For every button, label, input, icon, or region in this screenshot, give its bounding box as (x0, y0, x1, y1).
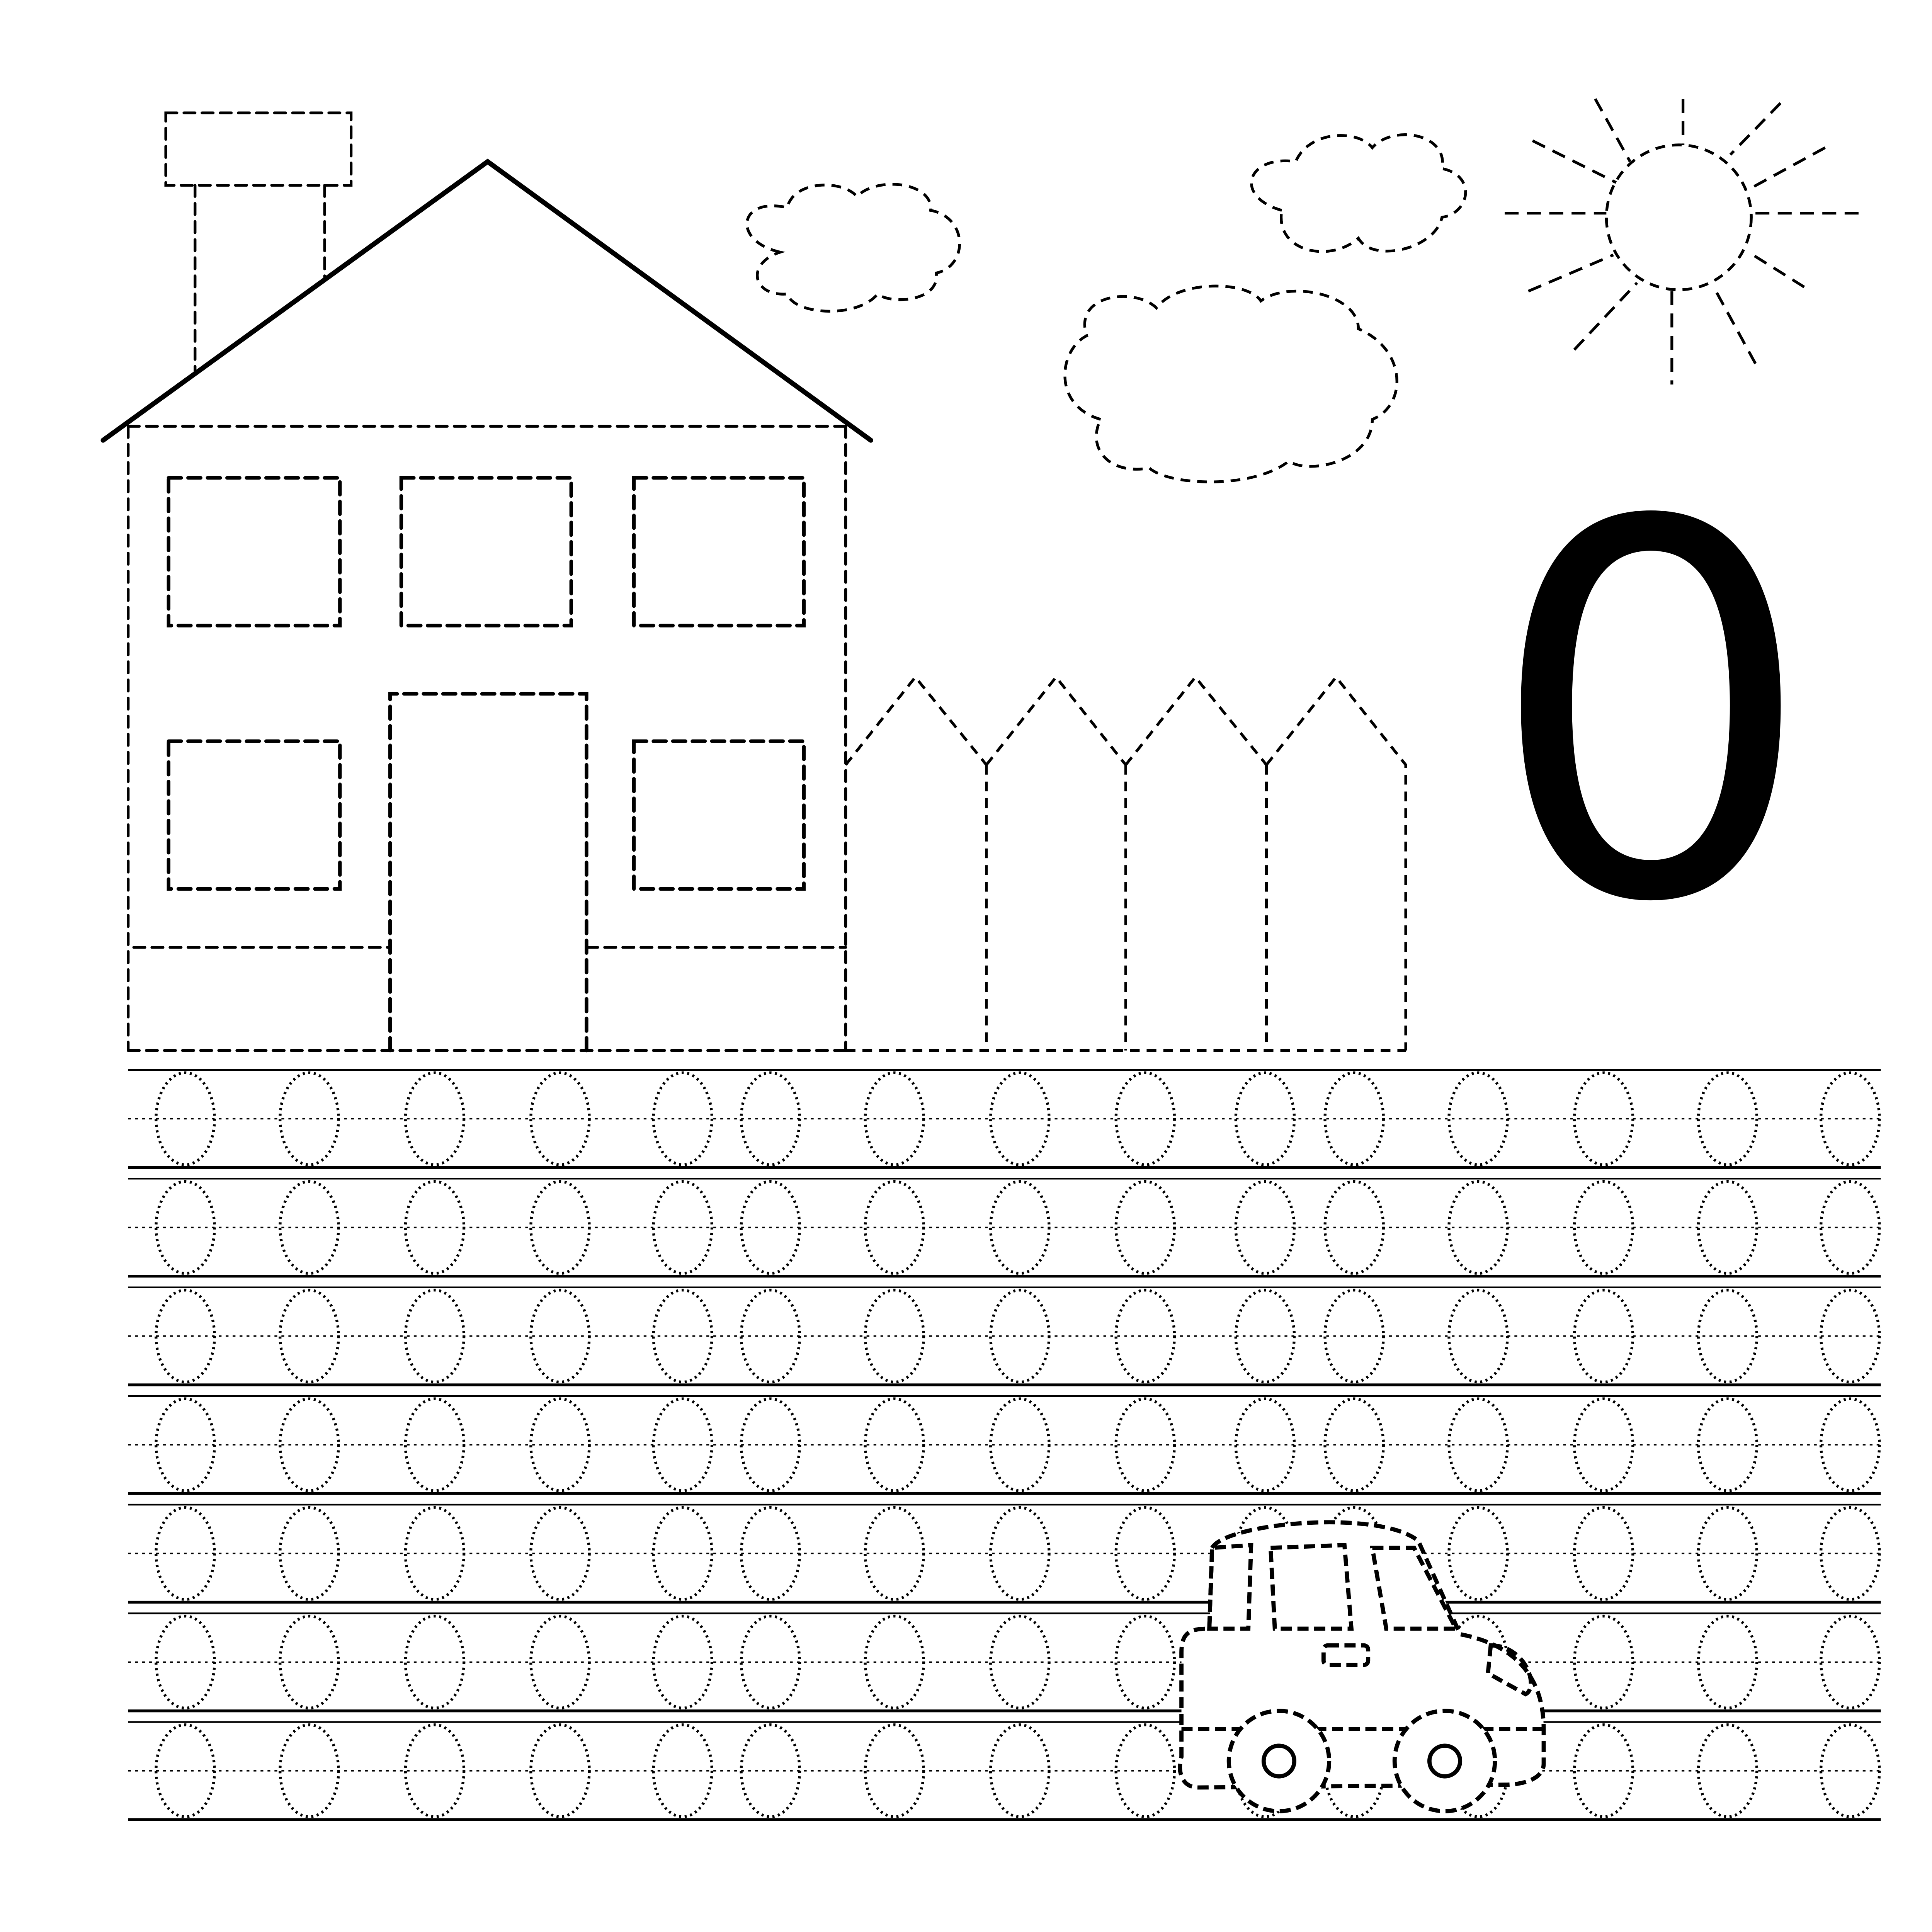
fence-picket (1267, 677, 1406, 1050)
tracing-row (128, 1613, 1881, 1711)
trace-oval-zero (1574, 1725, 1633, 1817)
trace-oval-zero (1698, 1725, 1757, 1817)
tracing-row (128, 1179, 1881, 1276)
house (103, 113, 871, 1051)
trace-oval-zero (1698, 1399, 1757, 1491)
trace-oval-zero (1574, 1182, 1633, 1274)
tracing-row (128, 1070, 1881, 1167)
trace-oval-zero (653, 1399, 712, 1491)
trace-oval-zero (1449, 1507, 1507, 1599)
trace-oval-zero (1698, 1182, 1757, 1274)
fence-picket (846, 677, 986, 765)
house-windows (168, 478, 804, 889)
trace-oval-zero (1698, 1073, 1757, 1165)
trace-oval-zero (653, 1507, 712, 1599)
window-top-middle (401, 478, 571, 626)
trace-oval-zero (1574, 1399, 1633, 1491)
car (1180, 1522, 1544, 1811)
trace-oval-zero (1449, 1073, 1507, 1165)
trace-oval-zero (653, 1182, 712, 1274)
trace-oval-zero (653, 1616, 712, 1708)
trace-oval-zero (1698, 1507, 1757, 1599)
trace-oval-zero (1449, 1290, 1507, 1382)
sun (1505, 99, 1860, 384)
trace-oval-zero (1574, 1507, 1633, 1599)
trace-oval-zero (1574, 1073, 1633, 1165)
sun-disc (1606, 145, 1751, 290)
trace-oval-zero (1449, 1182, 1507, 1274)
trace-oval-zero (1698, 1616, 1757, 1708)
trace-oval-zero (1574, 1616, 1633, 1708)
house-walls (128, 426, 846, 1050)
sun-rays (1505, 99, 1860, 384)
car-wheel-front (1229, 1711, 1329, 1811)
tracing-area (128, 1070, 1881, 1820)
window-top-left (168, 478, 340, 626)
cloud-large (1065, 286, 1397, 482)
window-bottom-left (168, 741, 340, 889)
house-door (390, 694, 587, 1051)
car-wheel-rear (1395, 1711, 1495, 1811)
cloud-small-right (1252, 135, 1466, 252)
house-roof (103, 162, 871, 440)
trace-oval-zero (653, 1073, 712, 1165)
fence-picket (986, 677, 1126, 765)
tracing-row (128, 1396, 1881, 1493)
trace-oval-zero (653, 1725, 712, 1817)
window-bottom-right (634, 741, 804, 889)
digit-large: 0 (1487, 415, 1815, 1015)
fence-picket (1126, 677, 1266, 765)
trace-oval-zero (1449, 1399, 1507, 1491)
house-chimney (166, 113, 351, 375)
window-top-right (634, 478, 804, 626)
trace-oval-zero (1574, 1290, 1633, 1382)
trace-oval-zero (1698, 1290, 1757, 1382)
tracing-row (128, 1722, 1881, 1820)
trace-oval-zero (653, 1290, 712, 1382)
tracing-row (128, 1505, 1881, 1602)
fence (846, 677, 1406, 1050)
tracing-row (128, 1287, 1881, 1385)
cloud-small-left (747, 184, 959, 311)
